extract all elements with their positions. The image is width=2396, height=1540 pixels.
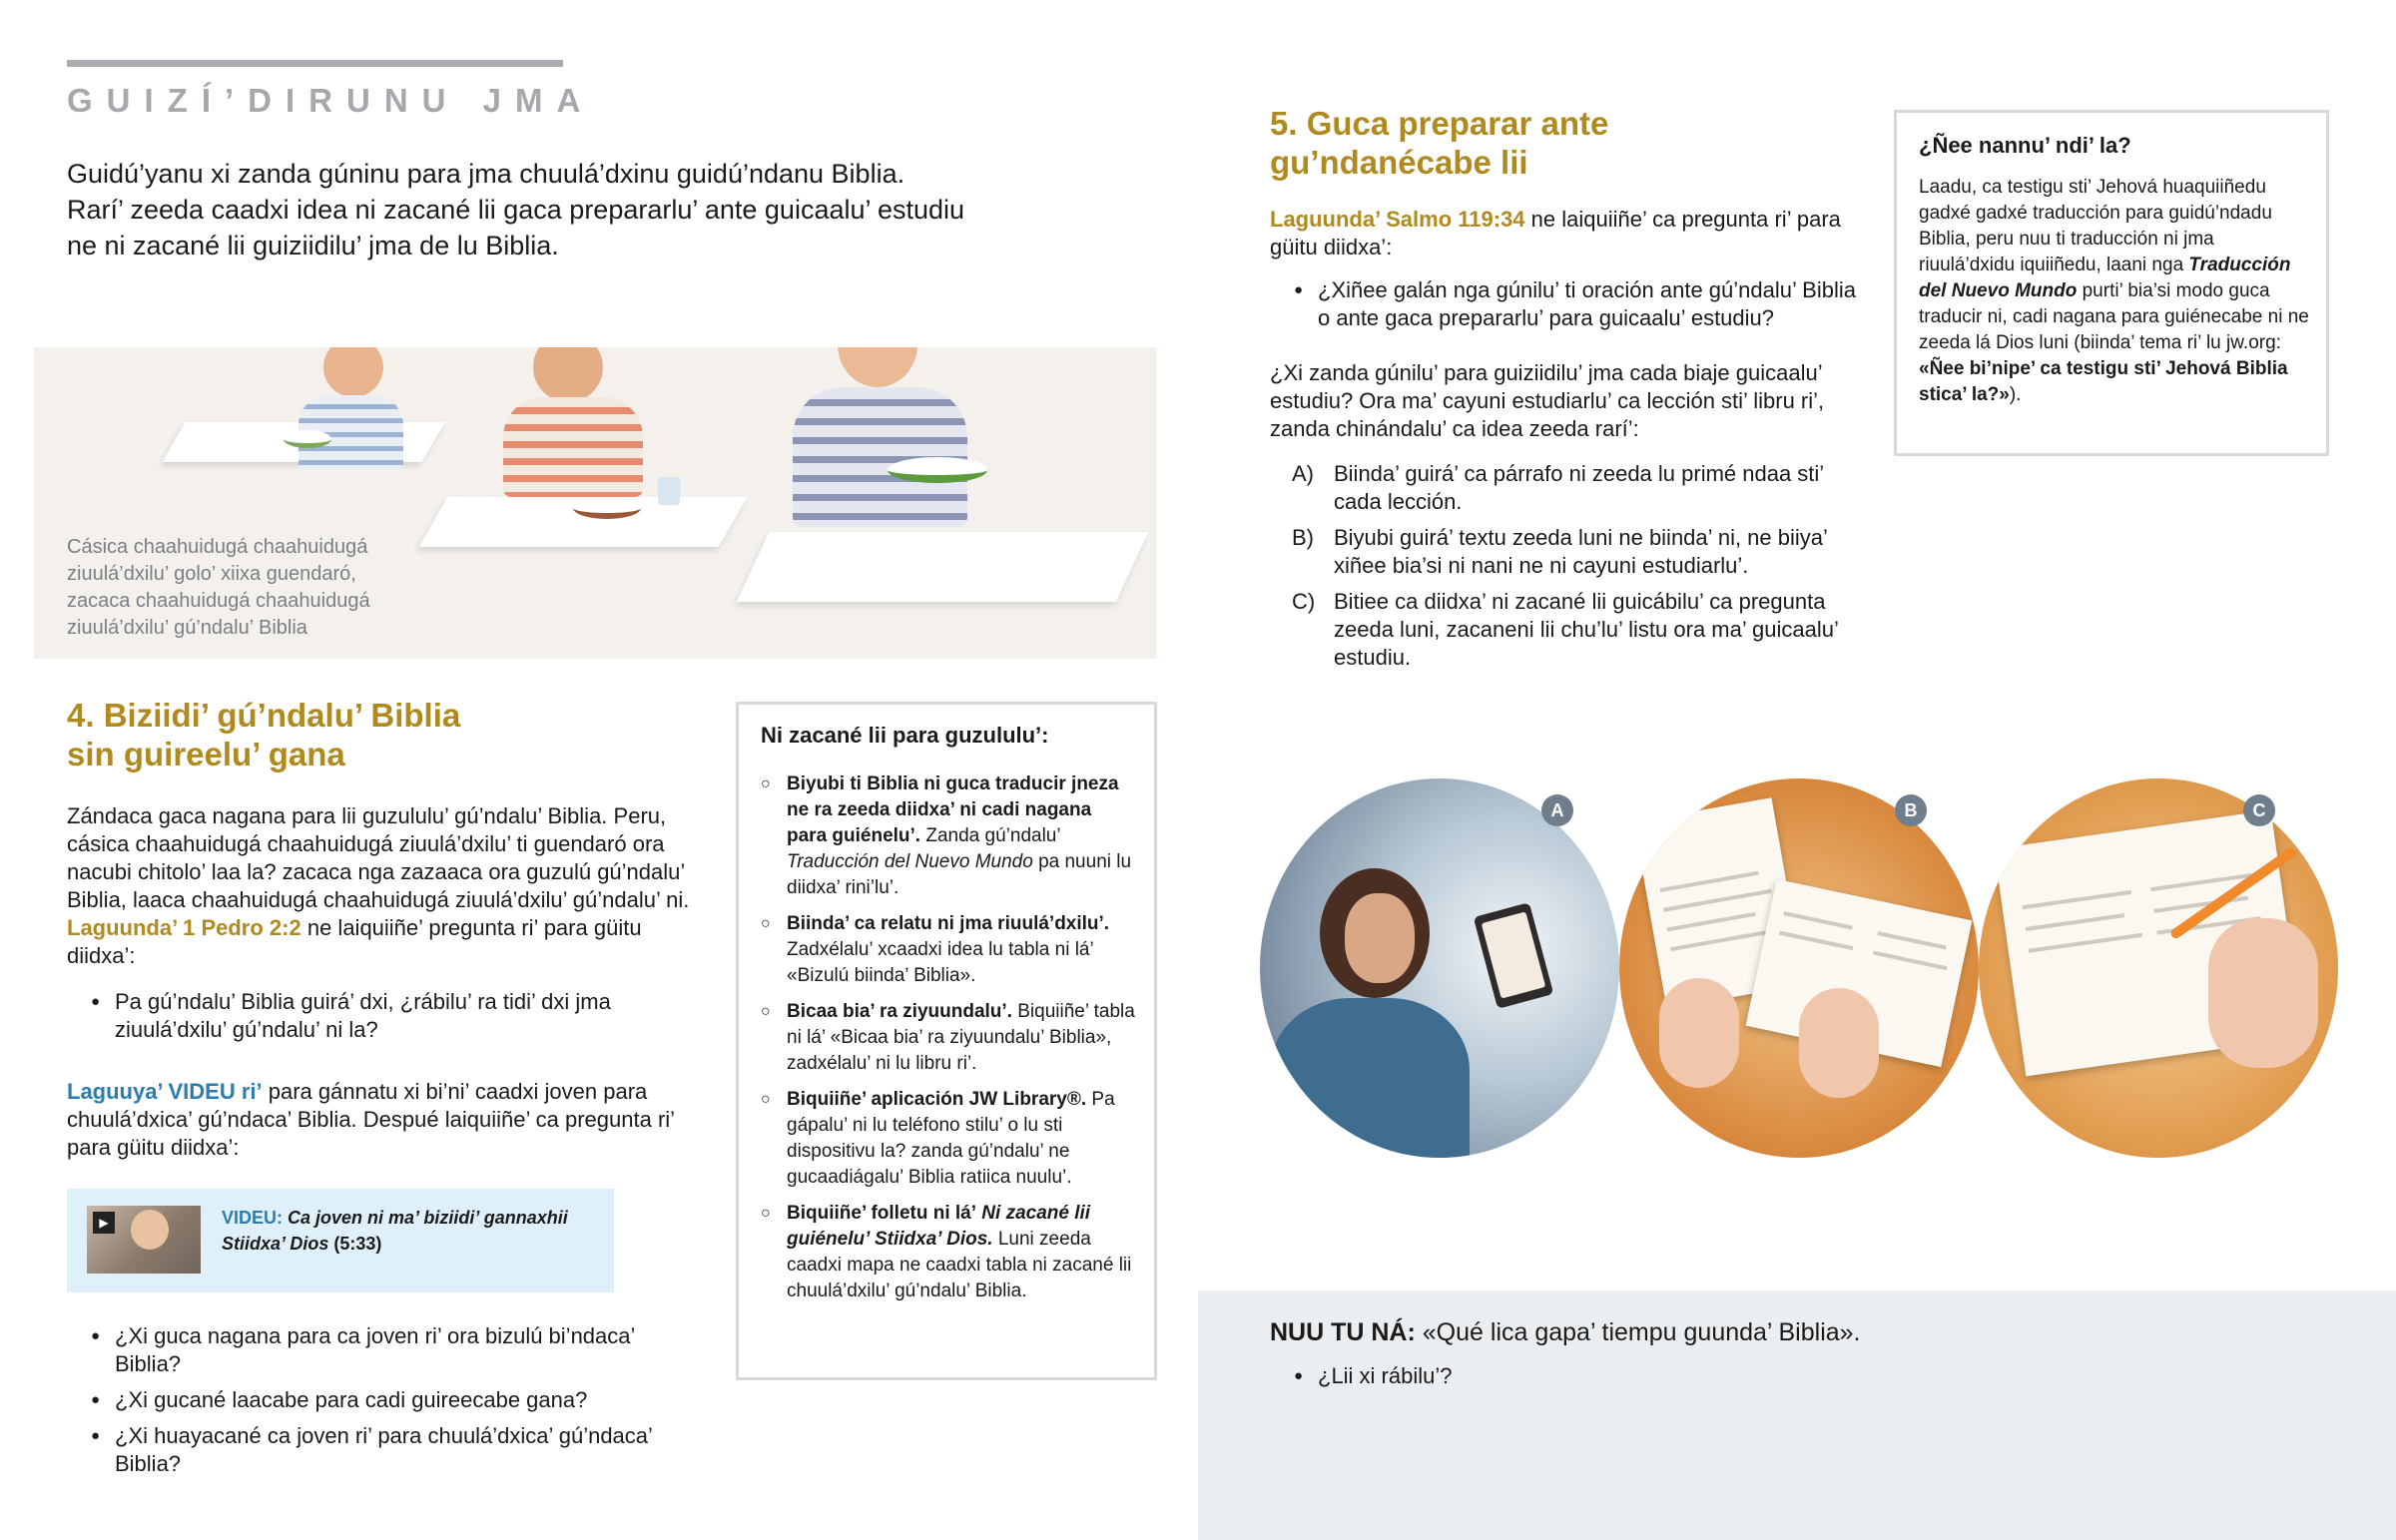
- video-caption[interactable]: [222, 1205, 601, 1257]
- video-title: Ca joven ni ma’ biziidi’ gannaxhii Stiidxa’ Dios: [222, 1208, 568, 1254]
- section-4-heading: [67, 696, 460, 773]
- tip-heading: Biquiiñe’ aplicación JW Library®.: [787, 1089, 1087, 1110]
- illustration-c-highlighting-book: [1979, 778, 2338, 1158]
- video-label: VIDEU:: [222, 1208, 284, 1228]
- tips-list: [761, 771, 1135, 1314]
- did-you-know-box: [1894, 110, 2329, 456]
- tip-text: Zanda gú’ndalu’: [925, 825, 1060, 846]
- text-line: [1670, 929, 1774, 951]
- did-you-know-mid: purti’ bia’si modo guca traducir ni, cadi nagana para guiénecabe ni ne zeeda lá Dios luni (biinda’ tema ri’ lu jw.org:: [1919, 280, 2309, 353]
- video-duration: (5:33): [333, 1234, 382, 1254]
- text-line: [1783, 911, 1852, 929]
- tip-item: [761, 1087, 1135, 1191]
- text-line: [1666, 912, 1755, 932]
- section-4-heading-line2: sin guireelu’ gana: [67, 736, 345, 772]
- video-link[interactable]: Laguuya’ VIDEU ri’: [67, 1079, 263, 1104]
- header-rule: [67, 60, 563, 67]
- did-you-know-title: ¿Ñee nannu’ ndi’ la?: [1919, 133, 2131, 158]
- step-label: A): [1292, 461, 1314, 486]
- step-label: B): [1292, 525, 1314, 550]
- tip-item: [761, 999, 1135, 1077]
- step-text: Bitiee ca diidxa’ ni zacané lii guicábilu’ ca pregunta zeeda luni, zacaneni lii chu’lu’ listu ora ma’ guicaalu’ estudiu.: [1334, 589, 1839, 670]
- intro-paragraph: Guidú’yanu xi zanda gúninu para jma chuulá’dxinu guidú’ndanu Biblia. Rarí’ zeeda caadxi idea ni zacané lii gaca prepararlu’ ante guicaalu’ estudiu ne ni zacané lii guiziidilu’ jma de lu Biblia.: [67, 159, 965, 260]
- tips-sidebar-box: [736, 702, 1157, 1380]
- some-say-band: [1198, 1290, 2396, 1540]
- tip-item: [761, 771, 1135, 901]
- study-step-b: [1292, 524, 1871, 580]
- hand: [2208, 918, 2318, 1068]
- plate-1: [284, 430, 331, 448]
- hand: [1799, 988, 1879, 1098]
- list-item: ● ¿Lii xi rábilu’?: [1270, 1362, 1869, 1390]
- glass: [658, 477, 680, 505]
- section-4-paragraph: [67, 802, 706, 970]
- section-5-question-list: [1270, 276, 1869, 340]
- text-line: [1660, 871, 1759, 892]
- some-say-statement: «Qué lica gapa’ tiempu guunda’ Biblia».: [1422, 1318, 1861, 1346]
- list-item: ● ¿Xi gucané laacabe para cadi guireecabe gana?: [67, 1386, 706, 1414]
- study-step-a: [1292, 460, 1871, 516]
- tip-heading: Biquiiñe’ folletu ni lá’: [787, 1203, 977, 1224]
- boy-2-shirt: [503, 397, 643, 497]
- some-say-label: NUU TU NÁ:: [1270, 1318, 1416, 1346]
- step-text: Biyubi guirá’ textu zeeda luni ne biinda’ ni, ne biiya’ xiñee bia’si ni nani ne ni cayuni estudiarlu’.: [1334, 525, 1828, 578]
- text-line: [2023, 890, 2131, 909]
- table-3: [737, 532, 1149, 602]
- section-5-heading-line2: gu’ndanécabe lii: [1270, 144, 1528, 181]
- section-4-para-end: ne laiquiiñe’ pregunta ri’ para güitu diidxa’:: [67, 915, 642, 968]
- video-thumbnail[interactable]: [87, 1206, 201, 1274]
- some-say-question-list: [1270, 1362, 1869, 1398]
- boy-2-head: [533, 347, 603, 402]
- did-you-know-text: [1919, 175, 2310, 408]
- video-thumbnail-person: [131, 1210, 169, 1250]
- illustration-b-open-bible: [1619, 778, 1979, 1158]
- illustration-a-girl-reading-phone: [1260, 778, 1619, 1158]
- text-line: [2026, 913, 2125, 931]
- tip-italic: Ni zacané lii guiénelu’ Stiidxa’ Dios.: [787, 1203, 1091, 1250]
- study-steps-list: [1292, 460, 1871, 680]
- text-line: [1779, 931, 1853, 951]
- text-line: [1877, 931, 1946, 949]
- scripture-link-salmo[interactable]: Laguunda’ Salmo 119:34: [1270, 207, 1525, 232]
- tip-text: Biquiiñe’ tabla ni lá’ «Bicaa bia’ ra ziyuundalu’ Biblia», zadxélalu’ ni lu libru ri’.: [787, 1001, 1135, 1074]
- jw-org-topic-link[interactable]: «Ñee bi’nipe’ ca testigu sti’ Jehová Biblia stica’ la?»: [1919, 358, 2288, 405]
- tip-heading: Biinda’ ca relatu ni jma riuulá’dxilu’.: [787, 913, 1110, 934]
- did-you-know-body: Laadu, ca testigu sti’ Jehová huaquiiñedu gadxé gadxé traducción para guidú’ndadu Biblia, peru nuu ti traducción ni jma riuulá’dxidu iquiiñedu, laani nga: [1919, 177, 2272, 275]
- list-item: ● ¿Xi huayacané ca joven ri’ para chuulá’dxica’ gú’ndaca’ Biblia?: [67, 1422, 706, 1478]
- tip-italic: Traducción del Nuevo Mundo: [787, 851, 1033, 872]
- did-you-know-italic: Traducción del Nuevo Mundo: [1919, 255, 2291, 301]
- study-step-c: [1292, 588, 1871, 672]
- section-5-paragraph-2: ¿Xi zanda gúnilu’ para guiziidilu’ jma cada biaje guicaalu’ estudiu? Ora ma’ cayuni estudiarlu’ ca lección sti’ libru ri’, zanda chinándalu’ ca idea zeeda rarí’:: [1270, 360, 1825, 441]
- some-say-line: [1270, 1316, 1861, 1348]
- play-icon[interactable]: ▶: [93, 1212, 115, 1234]
- text-line: [1873, 951, 1947, 971]
- badge-b: B: [1895, 794, 1927, 826]
- boy-3-head: [838, 347, 917, 387]
- tip-item: [761, 1201, 1135, 1304]
- section-5-heading-line1: 5. Guca preparar ante: [1270, 105, 1609, 142]
- scripture-link-1-pedro[interactable]: Laguunda’ 1 Pedro 2:2: [67, 915, 301, 940]
- hand: [1659, 978, 1739, 1088]
- section-5-heading: [1270, 104, 1608, 182]
- text-line: [2029, 933, 2142, 953]
- list-item: ● Pa gú’ndalu’ Biblia guirá’ dxi, ¿rábilu’ ra tidi’ dxi jma ziuulá’dxilu’ gú’ndalu’ ni la?: [67, 988, 706, 1044]
- section-4-question-list-1: [67, 988, 706, 1052]
- step-label: C): [1292, 589, 1316, 614]
- section-5-paragraph-1: [1270, 206, 1869, 261]
- section-5-ref-text: ne laiquiiñe’ ca pregunta ri’ para güitu diidxa’:: [1270, 207, 1841, 259]
- video-paragraph-text: para gánnatu xi bi’ni’ caadxi joven para chuulá’dxica’ gú’ndaca’ Biblia. Despué laiquiiñe’ ca pregunta ri’ para güitu diidxa’:: [67, 1079, 675, 1160]
- page-title: GUIZÍ’DIRUNU JMA: [67, 82, 595, 119]
- tip-text: Zadxélalu’ xcaadxi idea lu tabla ni lá’ «Bizulú biinda’ Biblia».: [787, 939, 1093, 986]
- girl-backpack: [1270, 998, 1470, 1158]
- list-item: ● ¿Xiñee galán nga gúnilu’ ti oración ante gú’ndalu’ Biblia o ante gaca prepararlu’ para guicaalu’ estudiu?: [1270, 276, 1869, 332]
- did-you-know-end: ).: [2009, 384, 2022, 405]
- illustration-caption: Cásica chaahuidugá chaahuidugá ziuulá’dxilu’ golo’ xiixa guendaró, zacaca chaahuidugá chaahuidugá ziuulá’dxilu’ gú’ndalu’ Biblia: [67, 536, 370, 639]
- tip-item: [761, 911, 1135, 989]
- plate-2: [573, 497, 641, 519]
- video-card[interactable]: [67, 1189, 614, 1292]
- badge-a: A: [1541, 794, 1573, 826]
- step-text: Biinda’ guirá’ ca párrafo ni zeeda lu primé ndaa sti’ cada lección.: [1334, 461, 1824, 514]
- tips-title: Ni zacané lii para guzululu’:: [761, 723, 1049, 748]
- tip-text: Pa gápalu’ ni lu teléfono stilu’ o lu sti dispositivu la? zanda gú’ndalu’ ne gucaadiágalu’ Biblia ratiica nuulu’.: [787, 1089, 1115, 1188]
- list-item: ● ¿Xi guca nagana para ca joven ri’ ora bizulú bi’ndaca’ Biblia?: [67, 1322, 706, 1378]
- boy-1-head: [323, 347, 383, 397]
- section-4-heading-line1: 4. Biziidi’ gú’ndalu’ Biblia: [67, 697, 461, 734]
- girl-face: [1345, 893, 1415, 983]
- plate-3: [888, 457, 987, 483]
- text-line: [1663, 889, 1772, 912]
- tip-text: Luni zeeda caadxi mapa ne caadxi tabla ni zacané lii chuulá’dxilu’ gú’ndalu’ Biblia.: [787, 1229, 1132, 1301]
- tip-heading: Biyubi ti Biblia ni guca traducir jneza ne ra zeeda diidxa’ ni cadi nagana para guiénelu’.: [787, 773, 1119, 846]
- section-4-para-text: Zándaca gaca nagana para lii guzululu’ gú’ndalu’ Biblia. Peru, cásica chaahuidugá chaahuidugá ziuulá’dxilu’ ti guendaró ora nacubi chitolo’ laa la? zacaca nga zazaaca ora guzulú gú’ndalu’ Biblia, laaca chaahuidugá chaahuidugá ziuulá’dxilu’ gú’ndalu’ ni.: [67, 803, 690, 912]
- video-paragraph: [67, 1078, 706, 1162]
- tip-text: pa nuuni lu diidxa’ rini’lu’.: [787, 851, 1132, 898]
- badge-c: C: [2243, 794, 2275, 826]
- section-4-question-list-2: [67, 1322, 706, 1486]
- tip-heading: Bicaa bia’ ra ziyuundalu’.: [787, 1001, 1012, 1022]
